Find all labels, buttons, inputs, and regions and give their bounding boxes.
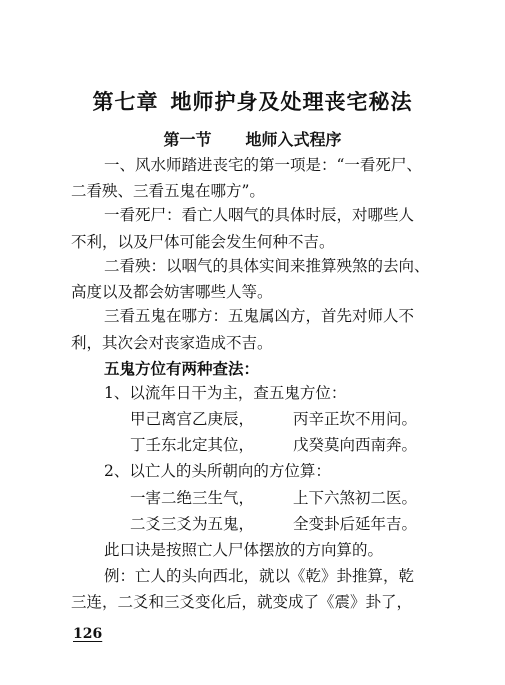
verse-3-right: 上下六煞初二医。 [293,489,418,507]
paragraph-3-line-1: 二看殃：以咽气的具体实间来推算殃煞的去向、 [104,257,430,275]
chapter-number: 第七章 [92,89,159,114]
verse-1-left: 甲己离宫乙庚辰， [130,410,255,428]
verse-4-left: 二爻三爻为五鬼， [130,515,255,533]
closing-note: 此口诀是按照亡人尸体摆放的方向算的。 [104,541,384,559]
method-1-title: 1、以流年日干为主，查五鬼方位： [104,384,347,402]
example-line-2: 三连，二爻和三爻变化后，就变成了《震》卦了， [71,593,413,611]
verse-3-left: 一害二绝三生气， [130,489,255,507]
section-name: 地师入式程序 [245,130,342,149]
paragraph-4-line-1: 三看五鬼在哪方：五鬼属凶方，首先对师人不 [104,307,415,325]
verse-2-left: 丁壬东北定其位， [130,436,255,454]
example-line-1: 例：亡人的头向西北，就以《乾》卦推算，乾 [104,567,415,585]
section-title [0,127,505,150]
paragraph-1-line-1: 一、风水师踏进丧宅的第一项是：“一看死尸、 [104,156,422,174]
verse-1-right: 丙辛正坎不用问。 [293,410,418,428]
paragraph-3-line-2: 高度以及都会妨害哪些人等。 [71,283,273,301]
paragraph-4-line-2: 利，其次会对丧家造成不吉。 [71,334,273,352]
verse-2-right: 戊癸莫向西南奔。 [293,436,418,454]
paragraph-1-line-2: 二看殃、三看五鬼在哪方”。 [71,182,265,200]
chapter-title [0,86,505,116]
chapter-name: 地师护身及处理丧宅秘法 [170,89,413,114]
paragraph-2-line-1: 一看死尸：看亡人咽气的具体时辰，对哪些人 [104,206,415,224]
paragraph-2-line-2: 不利，以及尸体可能会发生何种不吉。 [71,233,335,251]
verse-4-right: 全变卦后延年吉。 [293,515,418,533]
method-2-title: 2、以亡人的头所朝向的方位算： [104,462,331,480]
section-number: 第一节 [163,130,212,149]
subheading: 五鬼方位有两种查法： [104,359,260,378]
page-number: 126 [73,626,103,642]
